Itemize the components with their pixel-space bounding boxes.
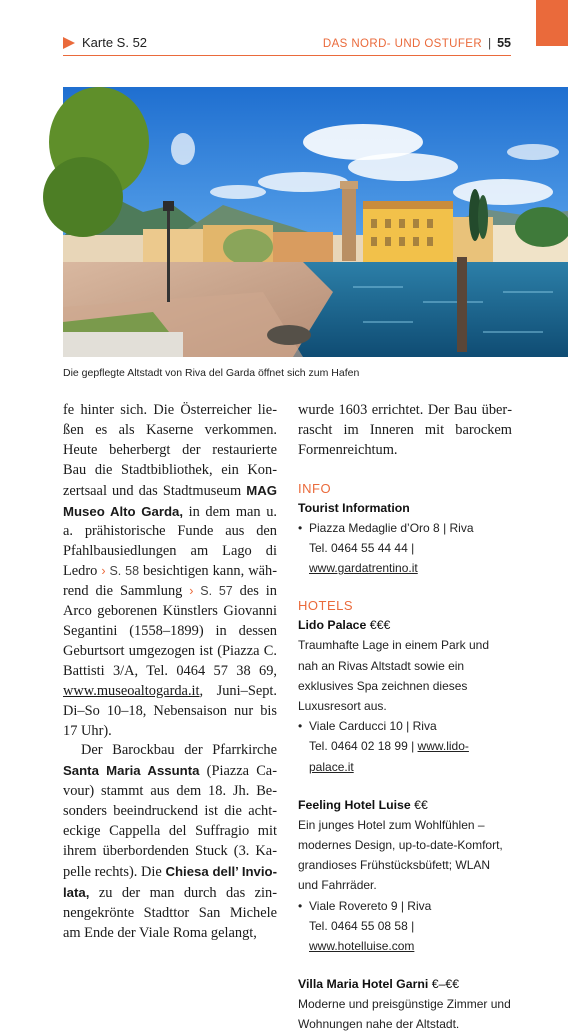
riva-harbor-photo [63, 87, 568, 357]
page-reference[interactable] [189, 584, 232, 598]
paragraph-continuation: wurde 1603 errichtet. Der Bau überrascht im Inneren mit barockem Formenreichtum. [298, 402, 512, 458]
text-run: fe hinter sich. Die Österreicher ließen es als Kaserne verkommen. Heute beherbergt der restaurierte Bau die Stadtbibliothek, ein Konzertsaal und das Stadtmuseum [63, 402, 277, 499]
text-run: , Juni–Sept. Di–So 10–18, Nebensaison nur bis 17 Uhr). [63, 682, 277, 739]
text-run: Der Barockbau der Pfarrkirche [81, 742, 277, 759]
bullet-icon: • [298, 898, 303, 913]
map-reference[interactable]: Karte S. 52 [82, 35, 148, 50]
page-reference-label: S. 57 [200, 584, 233, 599]
paragraph-museum [63, 401, 277, 741]
text-run: (Piazza Cavour) stammt aus dem 18. Jh. Besonders beeindruckend ist die achteckige Cappella del Suffragio mit ihrem überbordenden Stuck (3. Kapelle rechts). Die [63, 763, 277, 880]
main-text-column [63, 401, 277, 943]
photo-caption: Die gepflegte Altstadt von Riva del Garda öffnet sich zum Hafen [63, 367, 360, 379]
hotel-address [298, 716, 512, 736]
header-rule [63, 55, 511, 56]
page-number: 55 [497, 36, 511, 50]
spacer [298, 777, 512, 795]
chapter-title: DAS NORD- UND OSTUFER [322, 38, 483, 50]
chevron-right-icon: › [189, 584, 194, 599]
hotel-description: Ein junges Hotel zum Wohlfühlen – modernes Design, up-to-date-Komfort, grandioses Frühstücksbüfett; WLAN und Fahrräder. [298, 817, 503, 893]
page-reference[interactable] [101, 564, 139, 578]
hotel-entry [298, 974, 512, 1034]
price-category: €–€€ [431, 977, 460, 992]
church-name: Chiesa dell’ Inviolata, [63, 863, 277, 900]
harbor-illustration [63, 87, 568, 357]
hotel-name [298, 974, 512, 994]
arrow-right-icon [63, 37, 75, 49]
page-header [63, 34, 511, 54]
hotel-name-text: Lido Palace [298, 618, 367, 633]
hotel-name [298, 795, 512, 815]
hotel-contact [298, 916, 512, 956]
text-run: zu der man durch das zinnengekrönte Stadttor San Michele am Ende der Viale Roma gelangt, [63, 884, 277, 941]
text-run: besichtigen kann, während die Sammlung [63, 563, 277, 600]
price-category: €€ [414, 797, 428, 812]
phone-text: Tel. 0464 55 08 58 | [309, 918, 415, 933]
hotel-name-text: Villa Maria Hotel Garni [298, 977, 429, 992]
bullet-icon: • [298, 719, 303, 734]
address-text: Piazza Medaglie d’Oro 8 | Riva [309, 520, 474, 535]
address-text: Viale Carducci 10 | Riva [309, 719, 437, 734]
hotel-description: Moderne und preisgünstige Zimmer und Wohnungen nahe der Altstadt. [298, 997, 511, 1032]
hotel-description: Traumhafte Lage in einem Park und nah an Rivas Altstadt sowie ein exklusives Spa zeichnen dieses Luxusresort aus. [298, 638, 489, 713]
paragraph-church [63, 741, 277, 943]
hotel-website-link[interactable]: www.lido-palace.it [309, 739, 469, 774]
chevron-right-icon: › [101, 564, 106, 579]
hotel-name-text: Feeling Hotel Luise [298, 797, 411, 812]
info-address [298, 518, 512, 538]
hotel-contact [298, 736, 512, 776]
header-separator: | [488, 38, 492, 50]
museum-name: MAG Museo Alto Garda, [63, 482, 277, 519]
info-column [298, 401, 512, 1035]
hotel-website-link[interactable]: www.hotelluise.com [309, 938, 415, 953]
text-run: in dem man u. a. prähistorische Funde aus den Pfahlbausiedlungen am Lago di Ledro [63, 503, 277, 580]
hotel-name [298, 615, 512, 635]
hotels-section-title: HOTELS [298, 598, 354, 614]
bullet-icon: • [298, 520, 303, 535]
page-reference-label: S. 58 [109, 564, 140, 579]
museum-website-link[interactable]: www.museoaltogarda.it [63, 682, 200, 699]
address-text: Viale Rovereto 9 | Riva [309, 898, 432, 913]
price-category: €€€ [369, 618, 391, 633]
text-run: des in Arco geborenen Künstlers Giovanni Segantini (1558–1899) in dessen Geburtsort umgezogen ist (Piazza C. Battisti 3/A, Tel. 0464 57 38 69, [63, 583, 277, 679]
hotel-entry [298, 795, 512, 956]
info-website-link[interactable]: www.gardatrentino.it [309, 561, 418, 576]
hotel-address [298, 896, 512, 916]
info-contact [298, 538, 512, 578]
hotel-entry [298, 615, 512, 776]
church-name: Santa Maria Assunta [63, 763, 200, 779]
header-right [323, 34, 511, 53]
info-entry-name: Tourist Information [298, 500, 410, 515]
info-section-title: INFO [298, 480, 332, 496]
chapter-tab-marker [536, 0, 568, 46]
spacer [298, 956, 512, 974]
phone-text: Tel. 0464 02 18 99 | [309, 739, 418, 754]
phone-text: Tel. 0464 55 44 44 | [309, 540, 415, 555]
